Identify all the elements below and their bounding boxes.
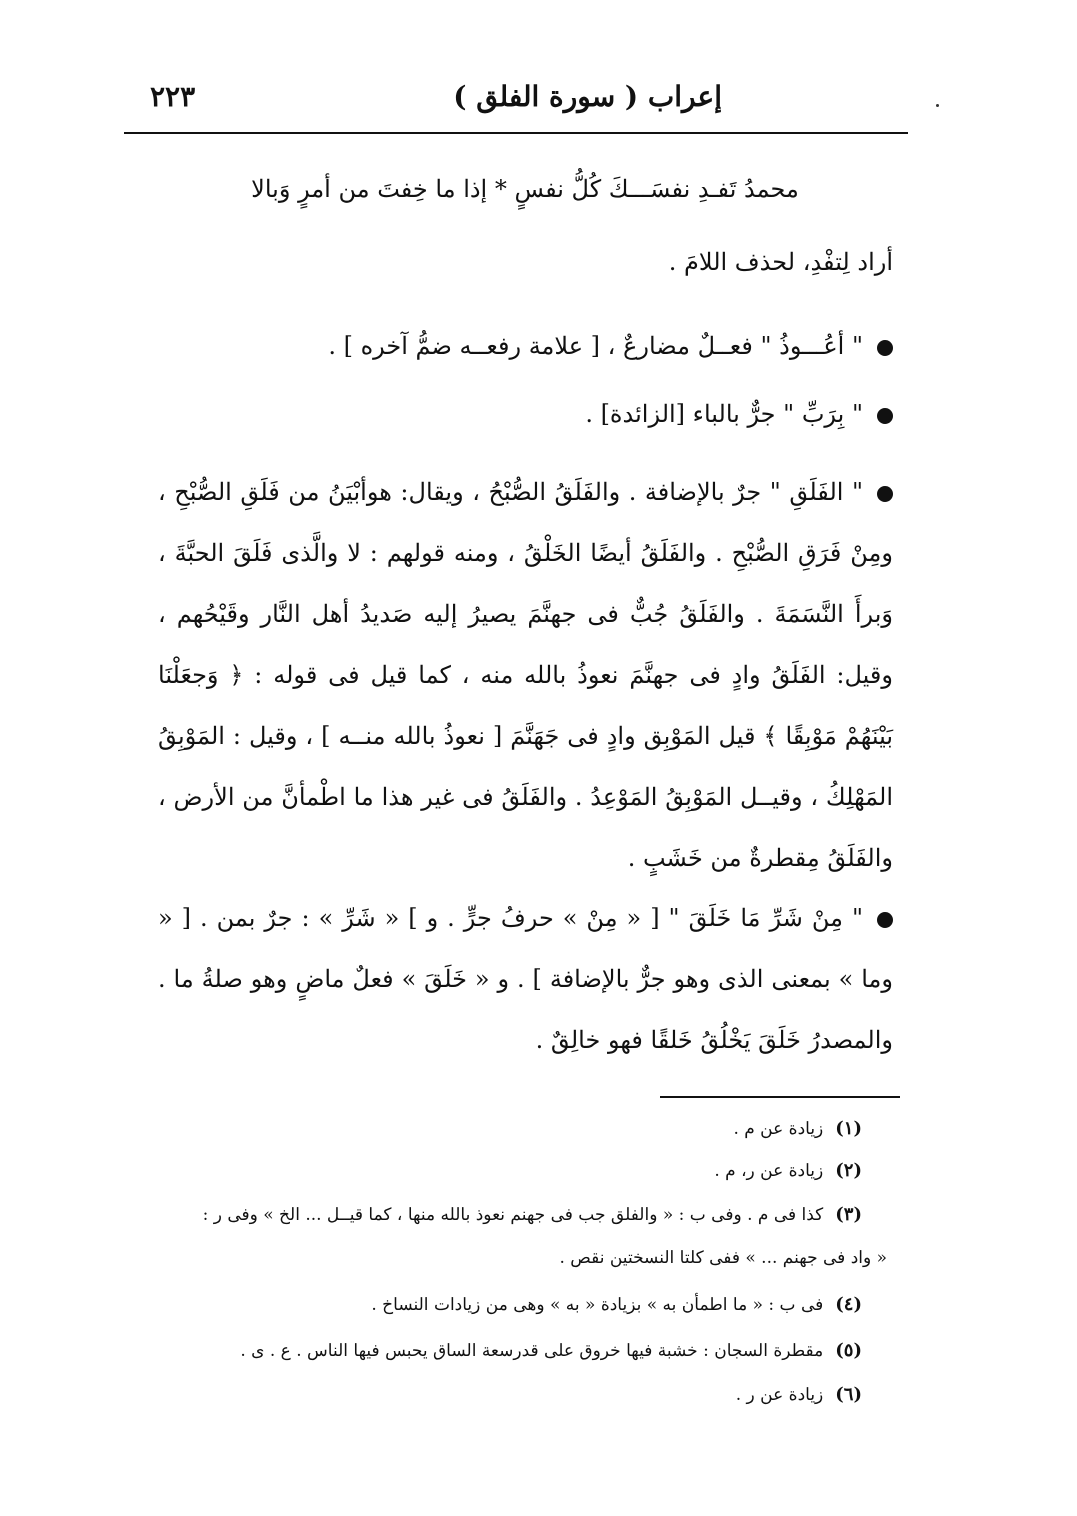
footnote-text: زيادة عن ر .: [735, 1385, 824, 1405]
footnote-rule: [660, 1096, 900, 1098]
footnote: [203, 1204, 862, 1225]
footnote-number: (١): [835, 1118, 862, 1139]
text-line: أراد لِتفْدِ، لحذف اللامَ .: [668, 248, 893, 276]
footnote-number: (٤): [835, 1294, 862, 1315]
bullet-icon: [877, 486, 893, 502]
footnote-text: فى ب : « ما اطمأن به » بزيادة « به » وهى من زيادات النساخ .: [371, 1295, 824, 1315]
footnote: [733, 1118, 862, 1139]
page-header: [150, 80, 902, 126]
bullet-icon: [877, 340, 893, 356]
footnote: [240, 1340, 862, 1361]
bullet-item: [328, 332, 893, 360]
footnote-text: زيادة عن ر، م .: [714, 1161, 824, 1181]
footnote-number: (٦): [835, 1384, 862, 1405]
footnote-number: (٢): [835, 1160, 862, 1181]
paragraph-falaq: [158, 462, 893, 889]
page-number: ٢٢٣: [150, 80, 196, 113]
footnote-text: كذا فى م . وفى ب : « والفلق جب فى جهنم نعوذ بالله منها ، كما قيــل ... الخ » وفى ر :: [202, 1205, 824, 1225]
bullet-icon: [877, 912, 893, 928]
footnote-continuation: [560, 1248, 888, 1268]
footnote: [736, 1384, 862, 1405]
bullet-text: " أعُـــوذُ " فعــلٌ مضارعٌ ، [ علامة رفعــه ضمُّ آخره ] .: [328, 332, 863, 360]
header-rule: [124, 132, 908, 134]
poetry-verse: محمدُ تَفـدِ نفسَـــكَ كُلُّ نفسٍ * إذا ما خِفتَ من أمرٍ وَبالا: [251, 175, 799, 203]
footnote-text: مقطرة السجان : خشبة فيها خروق على قدرسعة الساق يحبس فيها الناس . ع . ى .: [240, 1341, 824, 1361]
page-title: إعراب ( سورة الفلق ): [453, 80, 722, 113]
paragraph-text: " مِنْ شَرِّ مَا خَلَقَ " [ « مِنْ » حرفُ جرٍّ . و ] « شَرِّ » : جرٌ بمن . [ « وما » بمعنى الذى وهو جرٌّ بالإضافة ] . و « خَلَقَ » فعلٌ ماضٍ وهو صلةُ ما . والمصدرُ خَلَقَ يَخْلُقُ خَلقًا فهو خالِقٌ .: [158, 904, 893, 1054]
footnote-number: (٥): [835, 1340, 862, 1361]
footnote-number: (٣): [835, 1204, 862, 1225]
footnote-text: « واد فى جهنم ... » ففى كلتا النسختين نقص .: [559, 1248, 887, 1268]
paragraph-sharr: [158, 888, 893, 1071]
bullet-item: [585, 400, 893, 428]
footnote-text: زيادة عن م .: [733, 1119, 824, 1139]
scan-speck: [936, 104, 939, 107]
footnote: [371, 1294, 862, 1315]
paragraph-text: " الفَلَقِ " جرٌ بالإضافة . والفَلَقُ الصُّبْحُ ، ويقال: هوأبْيَنُ من فَلَقِ الصُّبْحِ ، ومِنْ فَرَقِ الصُّبْحِ . والفَلَقُ أيضًا الخَلْقُ ، ومنه قولهم : لا والَّذى فَلَقَ الحبَّةَ ، وَبرأَ النَّسَمَةَ . والفَلَقُ جُبٌّ فى جهنَّمَ يصيرُ إليه صَديدُ أهل النَّار وقَيْحُهم ، وقيل: الفَلَقُ وادٍ فى جهنَّمَ نعوذُ بالله منه ، كما قيل فى قوله : ﴿ وَجعَلْنَا بَيْنَهُمْ مَوْبِقًا ﴾ قيل المَوْبِق وادٍ فى جَهَنَّمَ [ نعوذُ بالله منــه ] ، وقيل : المَوْبِقُ المَهْلِكُ ، وقيــل المَوْبِقُ المَوْعِدُ . والفَلَقُ فى غير هذا ما اطْمأنَّ من الأرض ، والفَلَقُ مِقطرةٌ من خَشَبٍ .: [158, 478, 893, 872]
bullet-text: " بِرَبِّ " جرٌّ بالباء [الزائدة] .: [585, 400, 863, 428]
footnote: [714, 1160, 862, 1181]
bullet-icon: [877, 408, 893, 424]
